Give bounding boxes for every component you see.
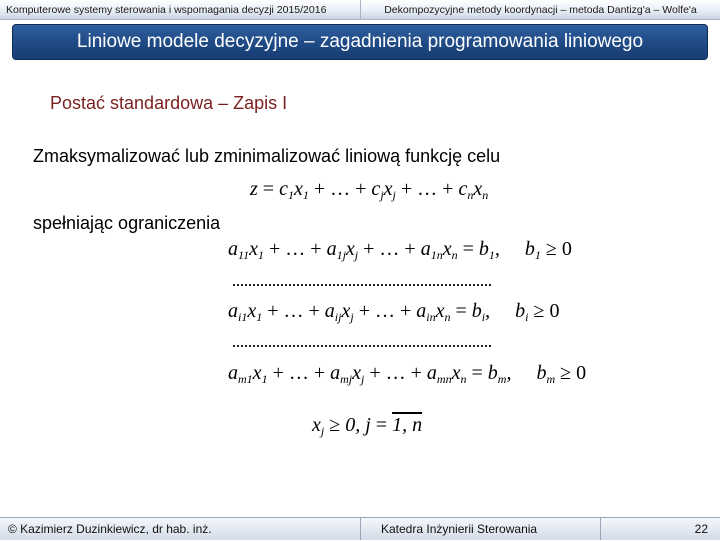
slide-subtitle: Postać standardowa – Zapis I	[50, 93, 288, 113]
constraint-row-1-formula: $a_{11}x_1$ + … + $a_{1j}x_j$ + … + $a_{1n}x_n = b_1$, $b_1 \ge 0$	[228, 238, 572, 262]
nonnegativity-formula: $x_j \ge 0$, j = 1, n	[312, 414, 423, 438]
footer-page-number: 22	[600, 517, 720, 540]
objective-text: Zmaksymalizować lub zminimalizować liniową funkcję celu	[33, 146, 501, 166]
ellipsis-divider	[233, 345, 491, 349]
slide-title: Liniowe modele decyzyjne – zagadnienia programowania liniowego	[12, 24, 708, 60]
ellipsis-divider	[233, 284, 491, 288]
header-course-title: Komputerowe systemy sterowania i wspomagania decyzji 2015/2016	[0, 0, 360, 20]
constraint-row-m-formula: $a_{m1}x_1$ + … + $a_{mj}x_j$ + … + $a_{mn}x_n = b_m$, $b_m \ge 0$	[228, 362, 587, 386]
footer-department: Katedra Inżynierii Sterowania	[360, 517, 600, 540]
constraint-row-i-formula: $a_{i1}x_1$ + … + $a_{ij}x_j$ + … + $a_{in}x_n = b_i$, $b_i \ge 0$	[228, 300, 560, 324]
header-topic-title: Dekompozycyjne metody koordynacji – metoda Dantizg'a – Wolfe'a	[360, 0, 720, 20]
objective-function-formula: $z = c_1x_1$ + … + $c_jx_j$ + … + $c_nx_n$	[250, 178, 489, 202]
footer-author: © Kazimierz Duzinkiewicz, dr hab. inż.	[0, 517, 360, 540]
constraints-text: spełniając ograniczenia	[33, 213, 221, 233]
